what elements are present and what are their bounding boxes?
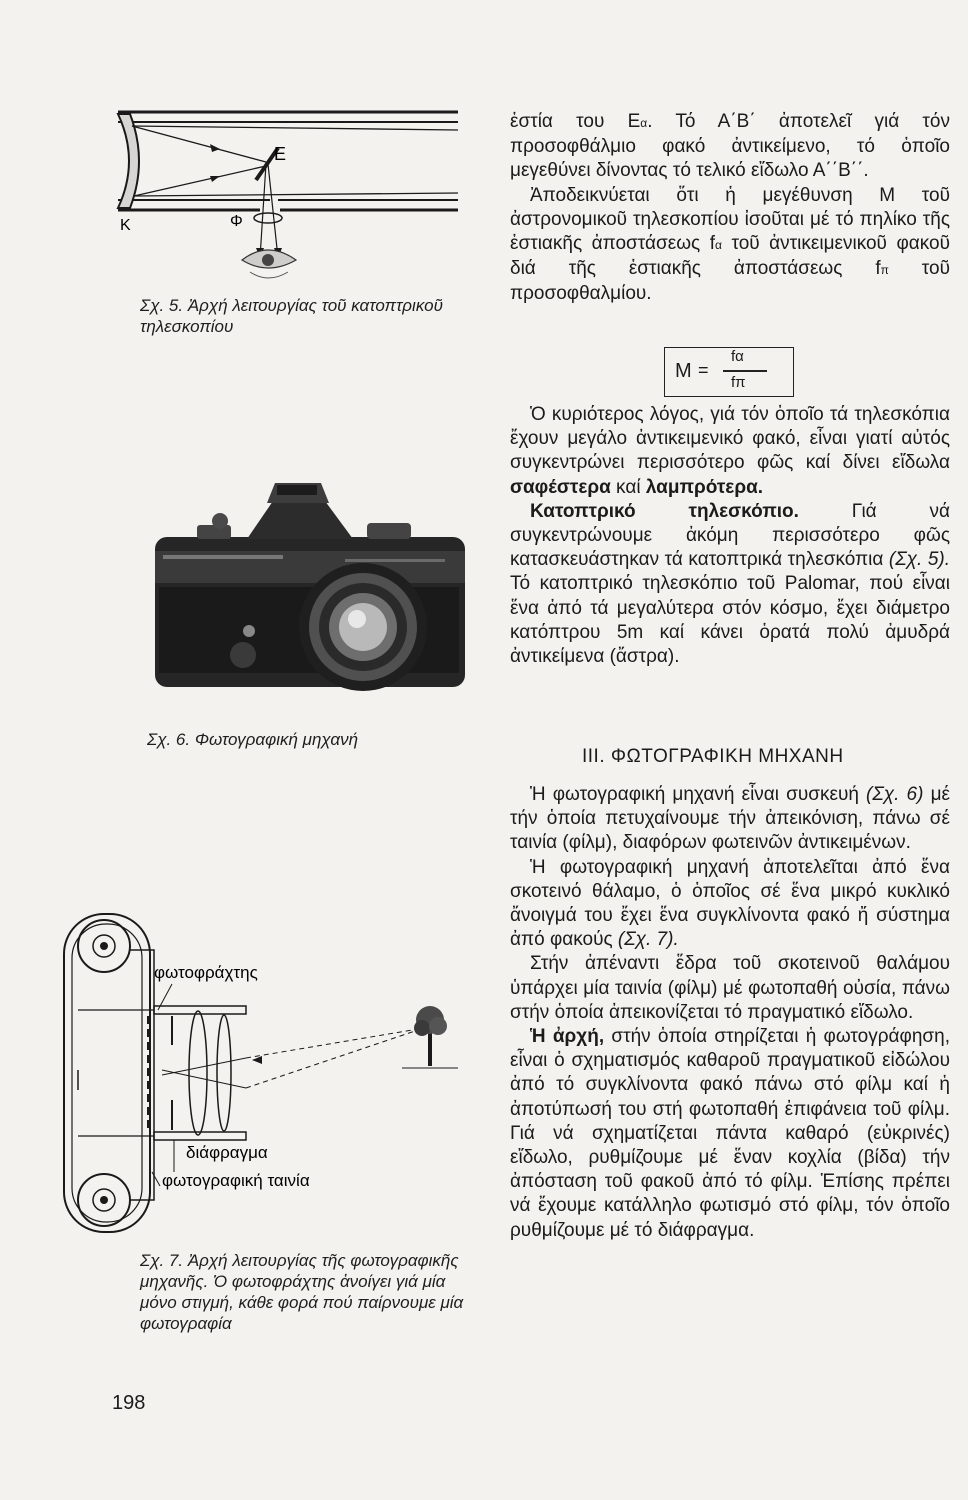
paragraph-principle: Ἡ ἀρχή, στήν ὁποία στηρίζεται ἡ φωτογράφηση, εἶναι ὁ σχηματισμός καθαροῦ πραγματικοῦ εἰδώλου ἀπό τό συγκλίνοντα φακό πάνω στό φίλμ καί ἡ ἀποτύπωσή του στή φωτοπαθή ἐπιφάνεια τοῦ φίλμ. Γιά νά σχηματίζεται πάντα καθαρό (εὐκρινές) εἴδωλο, ρυθμίζουμε μέ ἕναν κοχλία (βίδα) τήν ἀπόσταση τοῦ φακοῦ ἀπό τό φίλμ. Ἐπίσης πρέπει νά ἔχουμε κατάλληλο φωτισμό στό φίλμ, τόν ὁποῖο ρυθμίζουμε μέ τό διάφραγμα. (510, 1026, 950, 1241)
label-aperture: διάφραγμα (186, 1143, 268, 1162)
label-k: Κ (120, 217, 131, 234)
text-column-middle (510, 403, 950, 669)
figure-7-caption-text: Σχ. 7. Ἀρχή λειτουργίας τῆς φωτογραφικῆς μηχανῆς. Ὁ φωτοφράχτης ἀνοίγει γιά μία μόνο στιγμή, κάθε φορά πού παίρνουμε μία φωτογραφία (140, 1251, 464, 1333)
label-e: Ε (274, 144, 287, 164)
text-column-top (510, 110, 950, 307)
figure-6-camera-photo (145, 455, 475, 710)
paragraph-film: Στήν ἀπέναντι ἕδρα τοῦ σκοτεινοῦ θαλάμου ὑπάρχει μία ταινία (φίλμ) μέ φωτοπαθή οὐσία, πάνω στήν ὁποία ἀπεικονίζεται τό πραγματικό εἴδωλο. (510, 953, 950, 1023)
figure-5-caption (140, 295, 460, 337)
label-film: φωτογραφική ταινία (162, 1171, 310, 1190)
page-number: 198 (112, 1392, 146, 1414)
magnification-formula (664, 347, 794, 397)
figure-5-caption-number: Σχ. 5. (140, 296, 184, 315)
paragraph-dark-chamber: Ἡ φωτογραφική μηχανή ἀποτελεῖται ἀπό ἕνα σκοτεινό θάλαμο, ὁ ὁποῖος σέ ἕνα μικρό κυκλικό ἄνοιγμά του ἔχει ἕνα συγκλίνοντα φακό ἤ σύστημα ἀπό φακούς (Σχ. 7). (510, 856, 950, 951)
figure-5-caption-text: Ἀρχή λειτουργίας τοῦ κατοπτρικοῦ τηλεσκοπίου (140, 296, 443, 336)
formula-numerator: fα (731, 348, 744, 365)
paragraph-objective-lens: Ὁ κυριότερος λόγος, γιά τόν ὁποῖο τά τηλεσκόπια ἔχουν μεγάλο ἀντικειμενικό φακό, εἶναι γιατί αὐτός συγκεντρώνει περισσότερο φῶς καί δίνει εἴδωλα σαφέστερα καί λαμπρότερα. (510, 404, 950, 498)
paragraph-reflecting-telescope: Κατοπτρικό τηλεσκόπιο. Γιά νά συγκεντρώνουμε ἀκόμη περισσότερο φῶς κατασκευάστηκαν τά κατοπτρικά τηλεσκόπια (Σχ. 5). Τό κατοπτρικό τηλεσκόπιο τοῦ Palomar, πού εἶναι ἕνα ἀπό τά μεγαλύτερα στόν κόσμο, ἔχει διάμετρο κατόπτρου 5m καί κάνει ὁρατά πολύ ἀμυδρά ἀντικείμενα (ἄστρα). (510, 500, 950, 668)
paragraph-magnification: Ἀποδεικνύεται ὅτι ἡ μεγέθυνση Μ τοῦ ἀστρονομικοῦ τηλεσκοπίου ἰσοῦται μέ τό πηλίκο τῆς ἑστιακῆς ἀποστάσεως fα τοῦ ἀντικειμενικοῦ φακοῦ διά τῆς ἑστιακῆς ἀποστάσεως fπ τοῦ προσοφθαλμίου. (510, 184, 951, 305)
formula-equals: = (698, 360, 709, 380)
label-phi: Φ (230, 213, 243, 230)
paragraph-camera-definition: Ἡ φωτογραφική μηχανή εἶναι συσκευή (Σχ. 6) μέ τήν ὁποία πετυχαίνουμε τήν ἀπεικόνιση, πάνω σέ ταινία (φίλμ), διαφόρων φωτεινῶν ἀντικειμένων. (510, 784, 951, 854)
section-heading: ΙΙΙ. ΦΩΤΟΓΡΑΦΙΚΗ ΜΗΧΑΝΗ (582, 746, 844, 767)
text-column-bottom (510, 783, 950, 1243)
figure-6-caption (147, 729, 358, 750)
figure-5-telescope-diagram (110, 108, 460, 293)
figure-7-camera-principle-diagram (62, 910, 462, 1240)
figure-7-caption (140, 1250, 466, 1334)
label-shutter: φωτοφράχτης (154, 963, 258, 982)
paragraph-image-formation: ἑστία του Εα. Τό Α΄Β΄ ἀποτελεῖ γιά τόν προσοφθάλμιο φακό ἀντικείμενο, τό ὁποῖο μεγεθύνει δίνοντας τό τελικό εἴδωλο Α΄΄Β΄΄. (510, 111, 950, 182)
formula-denominator: fπ (731, 374, 746, 391)
figure-6-caption-text: Σχ. 6. Φωτογραφική μηχανή (147, 730, 359, 749)
formula-m: M (675, 360, 692, 382)
fraction-bar (723, 370, 767, 372)
